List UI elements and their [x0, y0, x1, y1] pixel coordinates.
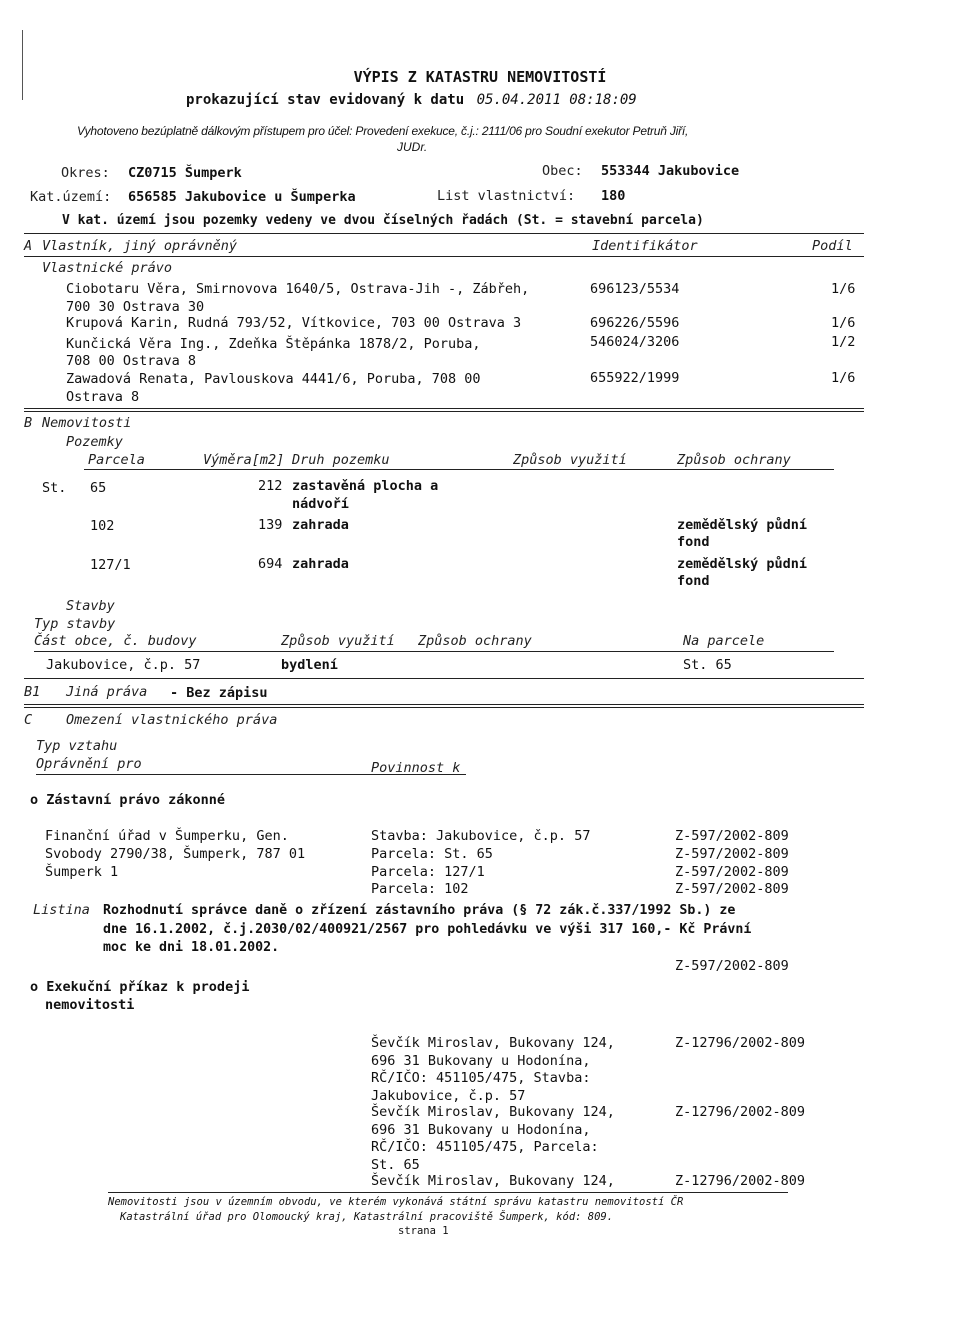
subtitle-date: 05.04.2011 08:18:09: [476, 92, 637, 108]
listina-text-line: dne 16.1.2002, č.j.2030/02/400921/2567 pro pohledávku ve výši 317 160,- Kč Právní: [103, 922, 752, 937]
record-reference: Z-597/2002-809: [675, 864, 789, 880]
section-a-heading: Vlastník, jiný oprávněný: [42, 238, 238, 254]
record-reference: Z-12796/2002-809: [675, 1173, 806, 1189]
katuzemi-value: 656585 Jakubovice u Šumperka: [128, 189, 356, 205]
col-na-parcele: Na parcele: [683, 633, 765, 649]
owner-identifier: 546024/3206: [590, 334, 680, 350]
encumbered-object: Stavba: Jakubovice, č.p. 57: [371, 828, 591, 844]
document-title: VÝPIS Z KATASTRU NEMOVITOSTÍ: [353, 68, 607, 86]
footer-line: Nemovitosti jsou v územním obvodu, ve kterém vykonává státní správu katastru nemovitostí ČR: [108, 1196, 684, 1208]
building-name: Jakubovice, č.p. 57: [46, 657, 201, 673]
exekucni-line: 696 31 Bukovany u Hodonína,: [371, 1053, 591, 1069]
section-b-letter: B: [24, 415, 33, 431]
parcel-area: 139: [258, 517, 283, 533]
lv-label: List vlastnictví:: [437, 188, 576, 204]
listina-text-line: Rozhodnutí správce daně o zřízení zástavního práva (§ 72 zák.č.337/1992 Sb.) ze: [103, 903, 736, 918]
zastavni-pravo-heading: o Zástavní právo zákonné: [30, 792, 226, 808]
col-vyuziti: Způsob využití: [513, 452, 627, 468]
section-c-letter: C: [24, 712, 33, 728]
owner-line: Krupová Karin, Rudná 793/52, Vítkovice, 703 00 Ostrava 3: [66, 315, 522, 331]
exekucni-line: Ševčík Miroslav, Bukovany 124,: [371, 1104, 615, 1120]
owner-share: 1/6: [831, 370, 856, 386]
parcel-type: zahrada: [292, 556, 349, 572]
divider: [36, 774, 466, 775]
katuzemi-label: Kat.území:: [30, 189, 112, 205]
col-podil: Podíl: [812, 238, 853, 254]
record-reference: Z-597/2002-809: [675, 958, 789, 974]
record-reference: Z-597/2002-809: [675, 881, 789, 897]
owner-line: 708 00 Ostrava 8: [66, 353, 197, 369]
owner-line: Ciobotaru Věra, Smirnovova 1640/5, Ostrava-Jih -, Zábřeh,: [66, 281, 530, 297]
divider: [24, 233, 864, 234]
owner-line: Ostrava 8: [66, 389, 140, 405]
provenance-line: Vyhotoveno bezúplatně dálkovým přístupem pro účel: Provedení exekuce, č.j.: 2111/06 pro Soudní exekutor Petruň Jiří,: [77, 124, 689, 138]
col-identifikator: Identifikátor: [592, 238, 698, 254]
owner-share: 1/6: [831, 281, 856, 297]
col-parcela: Parcela: [88, 452, 145, 468]
owner-identifier: 696123/5534: [590, 281, 680, 297]
footer-divider: [108, 1192, 788, 1193]
scan-edge-line: [22, 30, 23, 100]
footer-line: Katastrální úřad pro Olomoucký kraj, Katastrální pracoviště Šumperk, kód: 809.: [120, 1211, 614, 1223]
parcel-type: nádvoří: [292, 496, 349, 512]
exekucni-line: St. 65: [371, 1157, 420, 1173]
numbering-note: V kat. území jsou pozemky vedeny ve dvou číselných řadách (St. = stavební parcela): [62, 213, 704, 228]
owner-identifier: 696226/5596: [590, 315, 680, 331]
owner-identifier: 655922/1999: [590, 370, 680, 386]
povinnost-k-label: Povinnost k: [371, 760, 461, 776]
encumbered-object: Parcela: 102: [371, 881, 469, 897]
exekucni-line: RČ/IČO: 451105/475, Stavba:: [371, 1070, 591, 1086]
col-stavba-vyuziti: Způsob využití: [281, 633, 395, 649]
double-divider: [24, 408, 864, 412]
owner-share: 1/2: [831, 334, 856, 350]
obec-label: Obec:: [542, 163, 583, 179]
exekucni-line: Ševčík Miroslav, Bukovany 124,: [371, 1173, 615, 1189]
document-subtitle: [186, 92, 637, 108]
record-reference: Z-12796/2002-809: [675, 1035, 806, 1051]
section-b-heading: Nemovitosti: [42, 415, 132, 431]
creditor-line: Šumperk 1: [45, 864, 119, 880]
divider: [34, 651, 834, 652]
encumbered-object: Parcela: St. 65: [371, 846, 493, 862]
exekucni-prikaz-heading: o Exekuční příkaz k prodeji: [30, 979, 250, 995]
typ-stavby-label: Typ stavby: [34, 616, 116, 632]
pozemky-label: Pozemky: [66, 434, 123, 450]
col-cast-obce: Část obce, č. budovy: [34, 633, 197, 649]
parcel-type: zahrada: [292, 517, 349, 533]
section-c-heading: Omezení vlastnického práva: [66, 712, 278, 728]
listina-text-line: moc ke dni 18.01.2002.: [103, 940, 280, 955]
parcel-number: 65: [90, 480, 107, 496]
stavby-label: Stavby: [66, 598, 115, 614]
owner-line: 700 30 Ostrava 30: [66, 299, 205, 315]
divider: [24, 678, 864, 679]
double-divider: [24, 704, 864, 708]
page-number: strana 1: [398, 1225, 449, 1237]
exekucni-line: Jakubovice, č.p. 57: [371, 1088, 526, 1104]
section-b1-value: - Bez zápisu: [170, 685, 268, 701]
listina-label: Listina: [33, 902, 90, 918]
parcel-protection: zemědělský půdní: [677, 556, 808, 572]
typ-vztahu-label: Typ vztahu: [36, 738, 118, 754]
record-reference: Z-597/2002-809: [675, 846, 789, 862]
exekucni-line: Ševčík Miroslav, Bukovany 124,: [371, 1035, 615, 1051]
owner-share: 1/6: [831, 315, 856, 331]
owner-line: Zawadová Renata, Pavlouskova 4441/6, Poruba, 708 00: [66, 371, 481, 387]
creditor-line: Svobody 2790/38, Šumperk, 787 01: [45, 846, 306, 862]
creditor-line: Finanční úřad v Šumperku, Gen.: [45, 828, 289, 844]
parcel-number: 127/1: [90, 557, 131, 573]
parcel-type: zastavěná plocha a: [292, 478, 439, 494]
okres-label: Okres:: [61, 165, 110, 181]
obec-value: 553344 Jakubovice: [601, 163, 740, 179]
record-reference: Z-597/2002-809: [675, 828, 789, 844]
col-stavba-ochrana: Způsob ochrany: [418, 633, 532, 649]
vlastnicke-pravo-heading: Vlastnické právo: [42, 260, 173, 276]
building-parcel: St. 65: [683, 657, 732, 673]
lv-value: 180: [601, 188, 626, 204]
col-ochrana: Způsob ochrany: [677, 452, 791, 468]
opravneni-pro-label: Oprávnění pro: [36, 756, 142, 772]
section-b1-heading: Jiná práva: [66, 684, 148, 700]
exekucni-line: RČ/IČO: 451105/475, Parcela:: [371, 1139, 599, 1155]
parcel-area: 694: [258, 556, 283, 572]
exekucni-line: 696 31 Bukovany u Hodonína,: [371, 1122, 591, 1138]
col-druh: Druh pozemku: [292, 452, 390, 468]
parcel-area: 212: [258, 478, 283, 494]
parcel-number: 102: [90, 518, 115, 534]
encumbered-object: Parcela: 127/1: [371, 864, 485, 880]
building-use: bydlení: [281, 657, 338, 673]
parcel-protection: fond: [677, 534, 710, 550]
provenance-line-2: JUDr.: [397, 140, 428, 154]
parcel-protection: zemědělský půdní: [677, 517, 808, 533]
okres-value: CZ0715 Šumperk: [128, 165, 242, 181]
exekucni-prikaz-heading-2: nemovitosti: [45, 997, 135, 1013]
parcel-prefix: St.: [42, 480, 67, 496]
owner-line: Kunčická Věra Ing., Zdeňka Štěpánka 1878/2, Poruba,: [66, 336, 481, 352]
col-vymera: Výměra[m2]: [203, 452, 285, 468]
section-a-letter: A: [24, 238, 33, 254]
section-b1-letter: B1: [24, 684, 41, 700]
parcel-protection: fond: [677, 573, 710, 589]
divider: [24, 256, 864, 257]
subtitle-prefix: prokazující stav evidovaný k datu: [186, 92, 465, 108]
divider: [84, 469, 834, 470]
record-reference: Z-12796/2002-809: [675, 1104, 806, 1120]
